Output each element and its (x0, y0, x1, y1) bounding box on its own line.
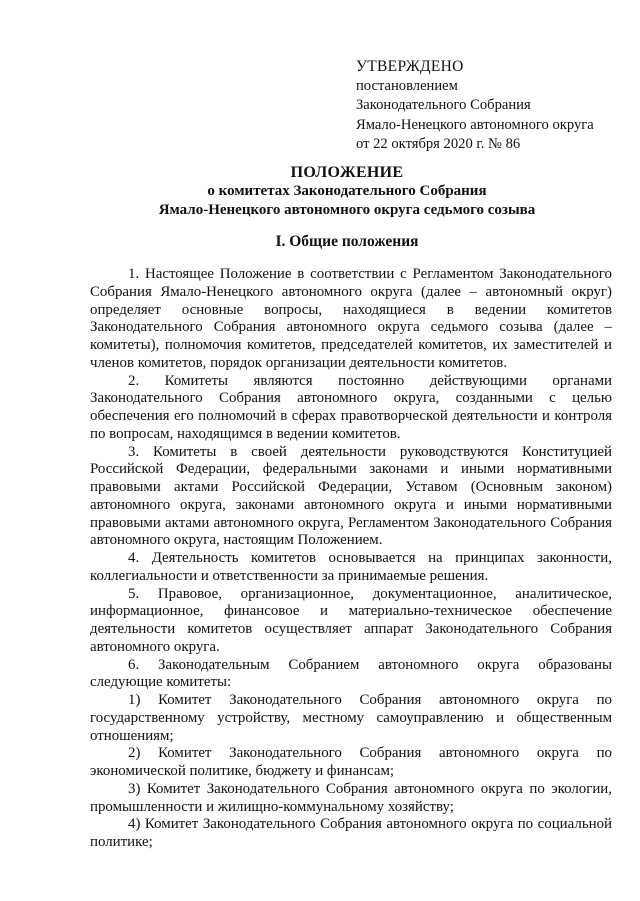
approval-heading: УТВЕРЖДЕНО (356, 58, 464, 75)
document-title: ПОЛОЖЕНИЕ (290, 164, 404, 181)
approval-stamp-block (356, 57, 594, 155)
document-title-block (80, 163, 614, 220)
list-item-4: 4) Комитет Законодательного Собрания автономного округа по социальной политике; (90, 816, 612, 850)
approval-line-3: Ямало-Ненецкого автономного округа (356, 116, 594, 133)
approval-line-1: постановлением (356, 77, 458, 94)
document-subtitle-line-1: о комитетах Законодательного Собрания (207, 183, 487, 199)
paragraph-2: 2. Комитеты являются постоянно действующими органами Законодательного Собрания автономного округа, созданными с целью обеспечения его полномочий в сферах правотворческой деятельности и контроля по вопросам, находящимся в ведении комитетов. (90, 372, 612, 442)
list-item-2: 2) Комитет Законодательного Собрания автономного округа по экономической политике, бюджету и финансам; (90, 745, 612, 779)
paragraph-3: 3. Комитеты в своей деятельности руководствуются Конституцией Российской Федерации, федеральными законами и иными нормативными правовыми актами Российской Федерации, Уставом (Основным законом) автономного округа, законами автономного округа и иными нормативными правовыми актами автономного округа, Регламентом Законодательного Собрания автономного округа, настоящим Положением. (90, 443, 612, 549)
paragraph-5: 5. Правовое, организационное, документационное, аналитическое, информационное, финансовое и материально-техническое обеспечение деятельности комитетов осуществляет аппарат Законодательного Собрания автономного округа. (90, 585, 612, 655)
paragraph-6: 6. Законодательным Собранием автономного округа образованы следующие комитеты: (90, 656, 612, 691)
approval-line-4: от 22 октября 2020 г. № 86 (356, 136, 521, 152)
document-body (90, 266, 612, 852)
list-item-3: 3) Комитет Законодательного Собрания автономного округа по экологии, промышленности и жилищно-коммунальному хозяйству; (90, 780, 612, 815)
paragraph-1: 1. Настоящее Положение в соответствии с Регламентом Законодательного Собрания Ямало-Ненецкого автономного округа (далее – автономный округ) определяет основные вопросы, находящиеся в ведении комитетов Законодательного Собрания автономного округа седьмого созыва (далее – комитеты), полномочия комитетов, председателей комитетов, их заместителей и членов комитетов, порядок организации деятельности комитетов. (90, 266, 612, 371)
document-subtitle-line-2: Ямало-Ненецкого автономного округа седьмого созыва (158, 202, 536, 218)
approval-line-2: Законодательного Собрания (356, 97, 531, 113)
paragraph-4: 4. Деятельность комитетов основывается на принципах законности, коллегиальности и ответственности за принимаемые решения. (90, 550, 612, 584)
section-heading: I. Общие положения (275, 233, 419, 250)
list-item-1: 1) Комитет Законодательного Собрания автономного округа по государственному устройству, местному самоуправлению и общественным отношениям; (90, 692, 612, 744)
